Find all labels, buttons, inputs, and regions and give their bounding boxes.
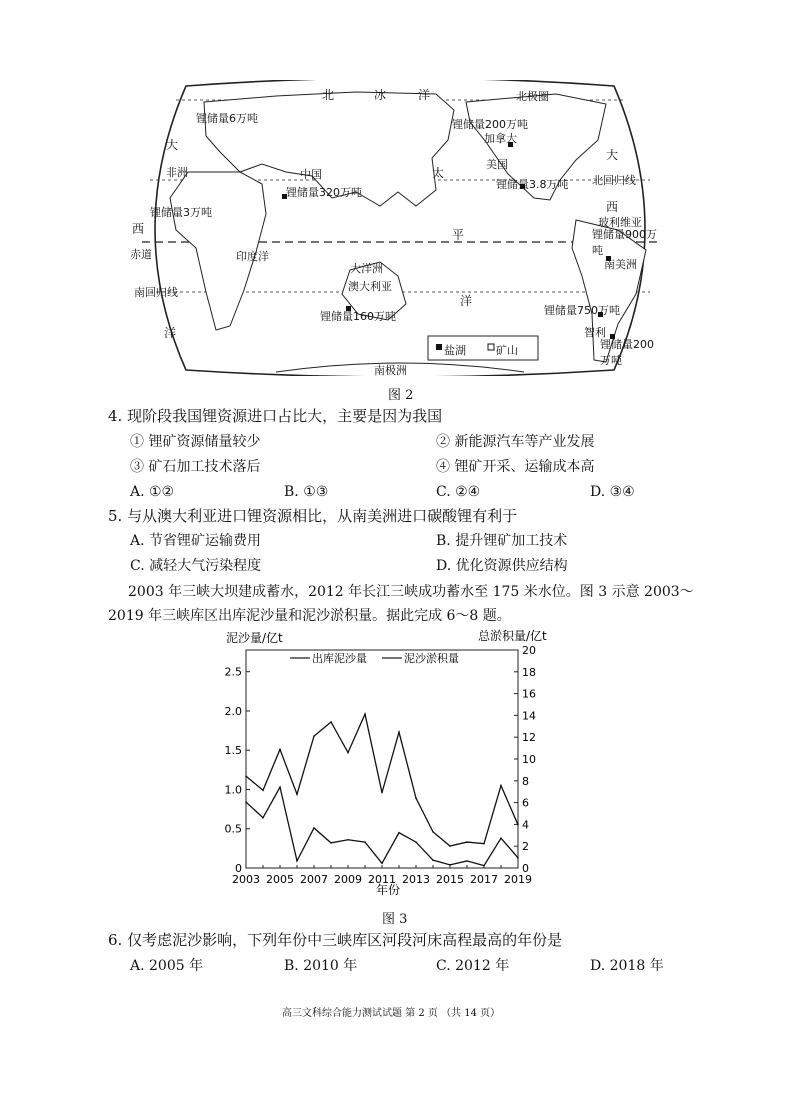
data-point xyxy=(296,860,298,862)
label-yang-north: 洋 xyxy=(418,88,431,102)
q4-item-3: ③ 矿石加工技术落后 xyxy=(130,459,261,475)
data-point xyxy=(262,817,264,819)
data-point xyxy=(483,865,485,867)
data-point xyxy=(398,832,400,834)
ytick-right-label: 8 xyxy=(522,774,529,788)
label-yang-pacific: 洋 xyxy=(460,294,473,308)
data-point xyxy=(245,775,247,777)
data-point xyxy=(500,785,502,787)
data-point xyxy=(381,792,383,794)
ytick-right-label: 6 xyxy=(522,796,529,810)
xtick-label: 2013 xyxy=(402,873,430,886)
label-bolivia: 玻利维亚 xyxy=(598,216,642,229)
figure3-caption: 图 3 xyxy=(382,912,408,927)
legend-salt-lake: 盐湖 xyxy=(444,344,466,357)
label-indian-ocean: 印度洋 xyxy=(236,250,269,263)
q5-option-d[interactable]: D. 优化资源供应结构 xyxy=(436,558,568,574)
ytick-left-label: 0 xyxy=(235,862,242,875)
data-point xyxy=(483,843,485,845)
q6-option-b[interactable]: B. 2010 年 xyxy=(284,958,358,974)
xtick-label: 2005 xyxy=(266,873,294,886)
xtick-label: 2015 xyxy=(436,873,464,886)
label-bing: 冰 xyxy=(374,88,387,102)
data-point xyxy=(466,860,468,862)
data-point xyxy=(449,845,451,847)
world-map xyxy=(130,80,664,377)
q6-option-d[interactable]: D. 2018 年 xyxy=(590,958,664,974)
q4-item-4: ④ 锂矿开采、运输成本高 xyxy=(436,459,595,475)
label-oceania: 大洋洲 xyxy=(350,262,383,275)
ytick-left-label: 1.5 xyxy=(224,744,242,758)
ytick-right-label: 2 xyxy=(522,840,529,854)
data-point xyxy=(415,797,417,799)
q4-item-2: ② 新能源汽车等产业发展 xyxy=(436,434,595,450)
data-point xyxy=(313,827,315,829)
label-usa-reserve: 锂储量3.8万吨 xyxy=(496,178,569,191)
salt-lake-legend-icon xyxy=(436,344,442,350)
q4-item-1: ① 锂矿资源储量较少 xyxy=(130,434,261,450)
data-point xyxy=(432,831,434,833)
ytick-right-label: 20 xyxy=(522,644,536,657)
data-point xyxy=(296,793,298,795)
data-point xyxy=(245,801,247,803)
q6-option-c[interactable]: C. 2012 年 xyxy=(436,958,510,974)
label-bolivia-reserve: 锂储量900万吨 xyxy=(592,228,657,257)
label-chile: 智利 xyxy=(584,326,606,339)
chart-frame xyxy=(246,650,518,868)
label-china-reserve: 锂储量320万吨 xyxy=(286,186,362,199)
q5-option-a[interactable]: A. 节省锂矿运输费用 xyxy=(130,533,262,549)
label-xi: 西 xyxy=(606,200,619,214)
q5-stem: 5. 与从澳大利亚进口锂资源相比，从南美洲进口碳酸锂有利于 xyxy=(108,507,518,525)
xtick-label: 2011 xyxy=(368,873,396,886)
label-usa: 美国 xyxy=(486,158,508,171)
label-tropic-cancer: 北回归线 xyxy=(592,174,636,187)
label-da-right: 大 xyxy=(606,148,619,162)
page-footer: 高三文科综合能力测试试题 第 2 页 （共 14 页） xyxy=(282,1008,501,1019)
label-argentina-reserve: 锂储量200万吨 xyxy=(600,338,654,367)
label-africa-reserve: 锂储量3万吨 xyxy=(150,206,212,219)
label-north: 北 xyxy=(322,88,335,102)
q5-option-c[interactable]: C. 减轻大气污染程度 xyxy=(130,558,262,574)
figure2-caption: 图 2 xyxy=(388,388,414,403)
label-da-left: 大 xyxy=(166,138,179,152)
ytick-left-label: 2.5 xyxy=(224,665,242,679)
xtick-label: 2019 xyxy=(504,873,532,886)
xtick-label: 2017 xyxy=(470,873,498,886)
data-point xyxy=(330,842,332,844)
ytick-left-label: 2.0 xyxy=(224,704,242,718)
q4-stem: 4. 现阶段我国锂资源进口占比大，主要是因为我国 xyxy=(108,407,443,425)
data-point xyxy=(262,789,264,791)
data-point xyxy=(279,749,281,751)
data-point xyxy=(330,721,332,723)
data-point xyxy=(364,841,366,843)
label-australia: 澳大利亚 xyxy=(348,280,392,293)
label-africa: 非洲 xyxy=(166,166,188,179)
series-outflow-line xyxy=(246,787,518,866)
label-canada-reserve: 锂储量200万吨 xyxy=(452,118,528,131)
ytick-left-label: 1.0 xyxy=(224,783,242,797)
data-point xyxy=(415,841,417,843)
legend-label-1: 出库泥沙量 xyxy=(312,652,367,665)
legend-label-2: 泥沙淤积量 xyxy=(404,652,459,665)
data-point xyxy=(347,839,349,841)
q4-option-c[interactable]: C. ②④ xyxy=(436,484,481,500)
data-point xyxy=(466,841,468,843)
chart-xlabel: 年份 xyxy=(376,883,401,897)
label-chile-reserve: 锂储量750万吨 xyxy=(544,304,620,317)
ytick-right-label: 16 xyxy=(522,687,536,701)
data-point xyxy=(517,857,519,859)
data-point xyxy=(449,864,451,866)
ytick-left-label: 0.5 xyxy=(224,822,242,836)
q4-option-b[interactable]: B. ①③ xyxy=(284,484,329,500)
label-south-america: 南美洲 xyxy=(604,258,637,271)
data-point xyxy=(398,731,400,733)
series-deposition-line xyxy=(246,714,518,846)
data-point xyxy=(279,786,281,788)
intro-line-1: 2003 年三峡大坝建成蓄水，2012 年长江三峡成功蓄水至 175 米水位。图 3 示意 2003～ xyxy=(128,584,694,600)
data-point xyxy=(432,859,434,861)
ytick-right-label: 12 xyxy=(522,731,536,745)
q5-option-b[interactable]: B. 提升锂矿加工技术 xyxy=(436,533,568,549)
intro-line-2: 2019 年三峡库区出库泥沙量和泥沙淤积量。据此完成 6～8 题。 xyxy=(108,608,511,624)
ytick-right-label: 18 xyxy=(522,665,536,679)
label-xi-left: 西 xyxy=(132,222,145,236)
label-tai: 太 xyxy=(432,166,445,180)
data-point xyxy=(364,713,366,715)
xtick-label: 2009 xyxy=(334,873,362,886)
label-ping: 平 xyxy=(452,228,465,242)
xtick-label: 2007 xyxy=(300,873,328,886)
legend-mine: 矿山 xyxy=(496,344,518,357)
ytick-right-label: 0 xyxy=(522,862,529,875)
label-arctic-circle: 北极圈 xyxy=(516,90,549,103)
label-europe-reserve: 锂储量6万吨 xyxy=(196,112,258,125)
label-yang-left: 洋 xyxy=(164,326,177,340)
data-point xyxy=(517,824,519,826)
data-point xyxy=(347,752,349,754)
chart-ylabel-right: 总淤积量/亿t xyxy=(478,629,547,643)
ytick-right-label: 4 xyxy=(522,818,529,832)
label-australia-reserve: 锂储量160万吨 xyxy=(320,310,396,323)
data-point xyxy=(500,837,502,839)
q6-option-a[interactable]: A. 2005 年 xyxy=(130,958,204,974)
chart-ylabel-left: 泥沙量/亿t xyxy=(226,631,283,645)
q6-stem: 6. 仅考虑泥沙影响，下列年份中三峡库区河段河床高程最高的年份是 xyxy=(108,931,563,949)
figure3-chart xyxy=(216,628,556,898)
label-antarctica: 南极洲 xyxy=(374,364,407,377)
q4-option-d[interactable]: D. ③④ xyxy=(590,484,635,500)
label-china: 中国 xyxy=(300,168,322,181)
q4-option-a[interactable]: A. ①② xyxy=(130,484,175,500)
chart-layer xyxy=(225,644,537,886)
data-point xyxy=(381,862,383,864)
label-tropic-capricorn: 南回归线 xyxy=(134,286,178,299)
data-point xyxy=(313,735,315,737)
ytick-right-label: 10 xyxy=(522,753,536,766)
label-equator: 赤道 xyxy=(130,248,152,261)
label-canada: 加拿大 xyxy=(484,132,517,145)
xtick-label: 2003 xyxy=(232,873,260,886)
ytick-right-label: 14 xyxy=(522,709,536,723)
